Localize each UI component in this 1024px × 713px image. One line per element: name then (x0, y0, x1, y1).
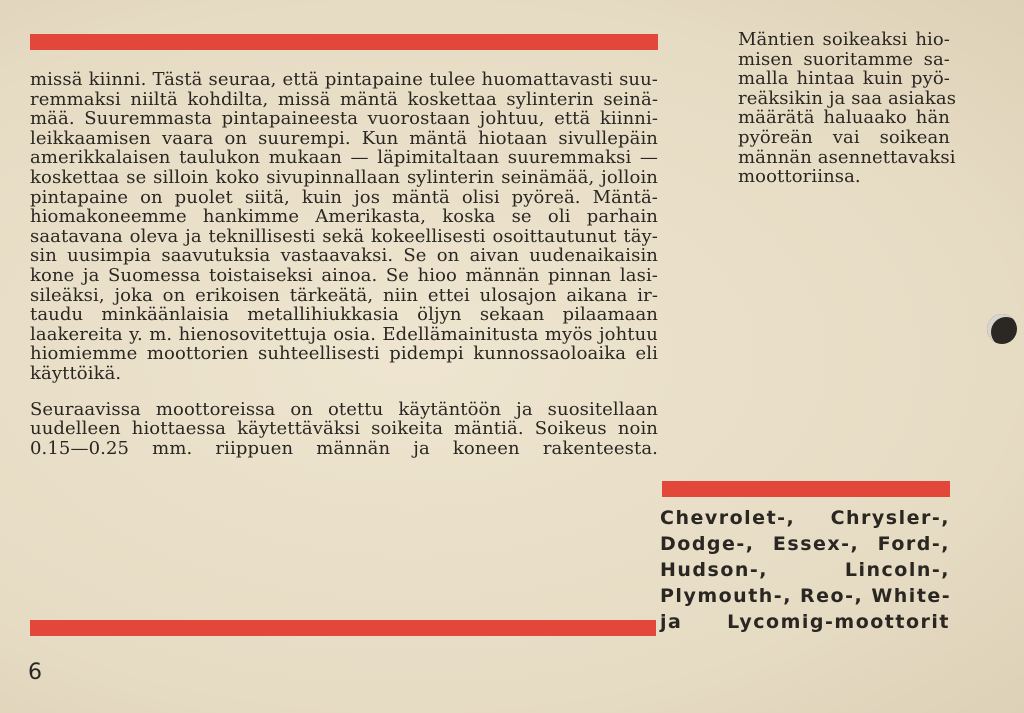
engine-list (660, 505, 950, 635)
text-line: missä kiinni. Tästä seuraa, että pintapaine tulee huomattavasti suu- (30, 69, 658, 90)
middle-red-bar (662, 481, 950, 497)
text-line: laakereita y. m. hienosovitettuja osia. Edellämainitusta myös johtuu (30, 323, 658, 345)
main-text (30, 70, 658, 458)
text-line: taudu minkäänlaisia metallihiukkasia öljyn sekaan pilaamaan (30, 304, 658, 326)
engine-list-line: Plymouth-, Reo-, White- (660, 585, 952, 607)
text-line: leikkaamisen vaara on suurempi. Kun mäntä hiotaan sivullepäin (30, 127, 658, 149)
page-number: 6 (28, 660, 42, 685)
engine-list-line: ja Lycomig-moottorit (660, 611, 950, 633)
text-line: kone ja Suomessa toistaiseksi ainoa. Se hioo männän pinnan lasi- (30, 264, 658, 286)
text-line: hiomiemme moottorien suhteellisesti pidempi kunnossaoloaika eli (30, 343, 658, 365)
text-line: sileäksi, joka on erikoisen tärkeätä, niin ettei ulosajon aikana ir- (30, 284, 658, 306)
side-note-line: Mäntien soikeaksi hio- (738, 29, 950, 50)
side-note (738, 29, 957, 188)
main-paragraph-2 (30, 400, 658, 459)
text-line: Seuraavissa moottoreissa on otettu käytäntöön ja suositellaan (30, 398, 658, 420)
text-line: sin uusimpia saavutuksia vastaavaksi. Se on aivan uudenaikaisin (30, 245, 658, 267)
text-line: mää. Suuremmasta pintapaineesta vuorostaan johtuu, että kiinni- (30, 108, 658, 130)
text-line: käyttöikä. (30, 362, 122, 384)
text-line: 0.15—0.25 mm. riippuen männän ja koneen rakenteesta. (30, 437, 658, 459)
text-line: koskettaa se silloin koko sivupinnallaan sylinterin seinämää, jolloin (30, 166, 658, 188)
side-note-line: malla hintaa kuin pyö- (738, 68, 950, 90)
text-line: hiomakoneemme hankimme Amerikasta, koska se oli parhain (30, 206, 658, 228)
text-line: pintapaine on puolet siitä, kuin jos mäntä olisi pyöreä. Mäntä- (30, 186, 658, 208)
engine-list-line: Chevrolet-, Chrysler-, (660, 507, 950, 529)
side-note-line: reäksikin ja saa asiakas (738, 87, 957, 109)
binding-hole (987, 314, 1017, 344)
text-line: saatavana oleva ja teknillisesti sekä kokeellisesti osoittautunut täy- (30, 225, 658, 247)
engine-list-line: Dodge-, Essex-, Ford-, (660, 533, 950, 555)
top-red-bar (30, 34, 658, 50)
side-note-line: määrätä haluaako hän (738, 107, 950, 129)
text-line: remmaksi niiltä kohdilta, missä mäntä koskettaa sylinterin seinä- (30, 88, 658, 110)
side-note-line: pyöreän vai soikean (738, 126, 950, 148)
bottom-red-bar (30, 620, 656, 636)
text-line: uudelleen hiottaessa käytettäväksi soikeita mäntiä. Soikeus noin (30, 418, 658, 440)
side-note-line: männän asennettavaksi (738, 146, 956, 168)
engine-list-line: Hudson-, Lincoln-, (660, 559, 950, 581)
text-line: amerikkalaisen taulukon mukaan — läpimitaltaan suuremmaksi — (30, 147, 658, 169)
main-paragraph-1 (30, 70, 658, 384)
side-note-line: misen suoritamme sa- (738, 48, 950, 70)
side-note-line: moottoriinsa. (738, 166, 861, 188)
